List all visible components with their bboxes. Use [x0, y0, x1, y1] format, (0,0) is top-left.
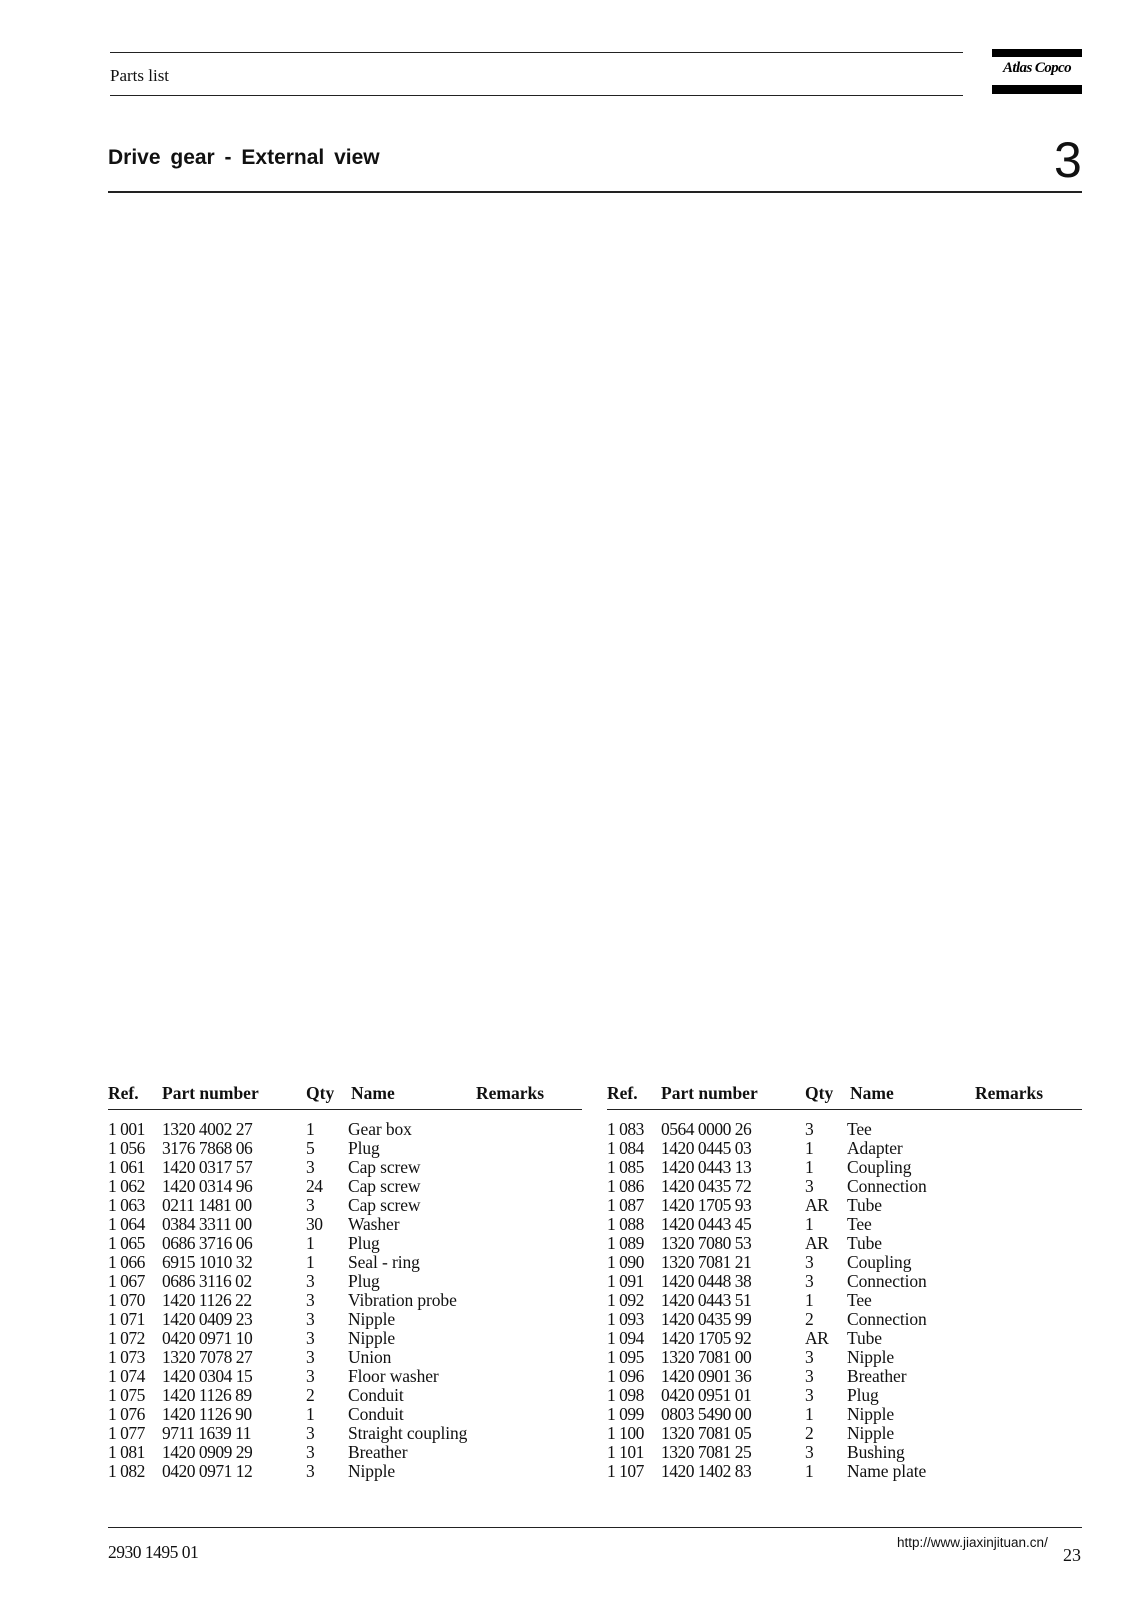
col-header-remarks: Remarks — [476, 1083, 545, 1103]
parts-table-left — [108, 1083, 583, 1483]
header-bottom-rule — [110, 95, 963, 96]
cell-ref: 1 095 — [607, 1347, 644, 1367]
cell-ref: 1 077 — [108, 1423, 145, 1443]
col-header-name: Name — [351, 1083, 395, 1103]
table-row — [607, 1214, 1082, 1233]
cell-name: Tube — [847, 1233, 882, 1253]
table-row — [607, 1347, 1082, 1366]
table-row — [108, 1176, 583, 1195]
table-row — [108, 1157, 583, 1176]
cell-part-number: 0211 1481 00 — [162, 1195, 252, 1215]
cell-name: Plug — [348, 1138, 380, 1158]
cell-part-number: 1420 0901 36 — [661, 1366, 752, 1386]
cell-part-number: 1320 7081 25 — [661, 1442, 752, 1462]
table-row — [108, 1138, 583, 1157]
cell-qty: 3 — [306, 1366, 315, 1386]
cell-part-number: 1420 0445 03 — [661, 1138, 752, 1158]
cell-ref: 1 067 — [108, 1271, 145, 1291]
cell-name: Connection — [847, 1309, 927, 1329]
cell-ref: 1 086 — [607, 1176, 644, 1196]
cell-qty: 3 — [306, 1195, 315, 1215]
cell-name: Nipple — [348, 1309, 396, 1329]
table-row — [108, 1233, 583, 1252]
table-row — [108, 1385, 583, 1404]
table-header-rule — [607, 1109, 1082, 1110]
cell-qty: 3 — [306, 1347, 315, 1367]
cell-ref: 1 098 — [607, 1385, 644, 1405]
cell-part-number: 0420 0951 01 — [661, 1385, 752, 1405]
cell-qty: 5 — [306, 1138, 315, 1158]
table-row — [108, 1252, 583, 1271]
cell-name: Coupling — [847, 1157, 912, 1177]
cell-part-number: 9711 1639 11 — [162, 1423, 251, 1443]
cell-part-number: 0686 3116 02 — [162, 1271, 252, 1291]
cell-part-number: 1420 1402 83 — [661, 1461, 752, 1481]
table-row — [607, 1423, 1082, 1442]
table-row — [607, 1119, 1082, 1138]
cell-name: Adapter — [847, 1138, 903, 1158]
cell-part-number: 1320 7081 05 — [661, 1423, 752, 1443]
cell-qty: 2 — [805, 1309, 814, 1329]
cell-name: Breather — [847, 1366, 907, 1386]
col-header-part-number: Part number — [661, 1083, 758, 1103]
cell-part-number: 1320 7078 27 — [162, 1347, 253, 1367]
table-header-rule — [108, 1109, 582, 1110]
title-rule — [108, 191, 1082, 193]
table-row — [108, 1328, 583, 1347]
cell-name: Straight coupling — [348, 1423, 468, 1443]
cell-ref: 1 094 — [607, 1328, 644, 1348]
parts-table-right — [607, 1083, 1082, 1483]
cell-ref: 1 092 — [607, 1290, 644, 1310]
cell-part-number: 0564 0000 26 — [661, 1119, 752, 1139]
cell-part-number: 0420 0971 10 — [162, 1328, 253, 1348]
cell-part-number: 1420 0304 15 — [162, 1366, 253, 1386]
cell-qty: 3 — [805, 1176, 814, 1196]
cell-qty: 24 — [306, 1176, 323, 1196]
cell-qty: 3 — [805, 1385, 814, 1405]
cell-qty: 1 — [306, 1233, 315, 1253]
table-row — [108, 1271, 583, 1290]
cell-qty: 30 — [306, 1214, 323, 1234]
cell-qty: 2 — [306, 1385, 315, 1405]
cell-part-number: 1420 0409 23 — [162, 1309, 253, 1329]
cell-name: Bushing — [847, 1442, 905, 1462]
cell-qty: 1 — [306, 1252, 315, 1272]
cell-name: Union — [348, 1347, 392, 1367]
cell-ref: 1 061 — [108, 1157, 145, 1177]
cell-ref: 1 070 — [108, 1290, 145, 1310]
cell-qty: 1 — [805, 1214, 814, 1234]
cell-ref: 1 101 — [607, 1442, 644, 1462]
cell-part-number: 1420 0909 29 — [162, 1442, 253, 1462]
cell-name: Connection — [847, 1176, 927, 1196]
cell-name: Name plate — [847, 1461, 927, 1481]
cell-ref: 1 085 — [607, 1157, 644, 1177]
cell-ref: 1 093 — [607, 1309, 644, 1329]
cell-part-number: 1420 1126 22 — [162, 1290, 252, 1310]
cell-qty: AR — [805, 1233, 829, 1253]
cell-ref: 1 088 — [607, 1214, 644, 1234]
cell-part-number: 0803 5490 00 — [661, 1404, 752, 1424]
cell-part-number: 1420 0443 45 — [661, 1214, 752, 1234]
cell-qty: 3 — [306, 1309, 315, 1329]
table-row — [108, 1423, 583, 1442]
col-header-qty: Qty — [805, 1083, 834, 1103]
document-number: 2930 1495 01 — [108, 1542, 199, 1562]
cell-ref: 1 062 — [108, 1176, 145, 1196]
cell-part-number: 1420 1126 89 — [162, 1385, 252, 1405]
cell-name: Tee — [847, 1214, 872, 1234]
cell-qty: 3 — [805, 1366, 814, 1386]
cell-qty: 3 — [306, 1423, 315, 1443]
footer-rule — [108, 1527, 1082, 1528]
table-row — [607, 1195, 1082, 1214]
cell-ref: 1 063 — [108, 1195, 145, 1215]
cell-name: Connection — [847, 1271, 927, 1291]
cell-name: Tee — [847, 1290, 872, 1310]
logo-wordmark: Atlas Copco — [1003, 60, 1071, 76]
col-header-remarks: Remarks — [975, 1083, 1044, 1103]
cell-qty: 1 — [805, 1138, 814, 1158]
col-header-ref: Ref. — [607, 1083, 638, 1103]
cell-name: Nipple — [348, 1461, 396, 1481]
col-header-ref: Ref. — [108, 1083, 139, 1103]
cell-ref: 1 064 — [108, 1214, 145, 1234]
table-row — [607, 1290, 1082, 1309]
cell-qty: 1 — [805, 1461, 814, 1481]
cell-name: Washer — [348, 1214, 400, 1234]
cell-part-number: 1320 7081 21 — [661, 1252, 752, 1272]
col-header-qty: Qty — [306, 1083, 335, 1103]
cell-qty: 2 — [805, 1423, 814, 1443]
cell-name: Plug — [847, 1385, 879, 1405]
cell-part-number: 1420 1705 92 — [661, 1328, 752, 1348]
cell-part-number: 1420 0314 96 — [162, 1176, 253, 1196]
cell-name: Cap screw — [348, 1157, 421, 1177]
cell-ref: 1 073 — [108, 1347, 145, 1367]
cell-qty: 3 — [306, 1271, 315, 1291]
cell-ref: 1 074 — [108, 1366, 145, 1386]
cell-part-number: 0686 3716 06 — [162, 1233, 253, 1253]
table-row — [108, 1214, 583, 1233]
header-top-rule — [110, 52, 963, 53]
cell-ref: 1 076 — [108, 1404, 145, 1424]
cell-qty: 3 — [805, 1252, 814, 1272]
cell-ref: 1 065 — [108, 1233, 145, 1253]
cell-qty: 3 — [306, 1290, 315, 1310]
cell-ref: 1 089 — [607, 1233, 644, 1253]
table-row — [108, 1347, 583, 1366]
cell-part-number: 3176 7868 06 — [162, 1138, 253, 1158]
table-row — [607, 1176, 1082, 1195]
cell-qty: 1 — [306, 1119, 315, 1139]
running-head: Parts list — [110, 66, 170, 85]
cell-qty: 3 — [306, 1328, 315, 1348]
cell-name: Tee — [847, 1119, 872, 1139]
cell-qty: 3 — [306, 1461, 315, 1481]
cell-part-number: 1420 1126 90 — [162, 1404, 252, 1424]
cell-part-number: 6915 1010 32 — [162, 1252, 253, 1272]
cell-part-number: 1320 4002 27 — [162, 1119, 253, 1139]
cell-ref: 1 091 — [607, 1271, 644, 1291]
cell-ref: 1 082 — [108, 1461, 145, 1481]
cell-name: Gear box — [348, 1119, 412, 1139]
cell-ref: 1 087 — [607, 1195, 644, 1215]
cell-name: Conduit — [348, 1404, 404, 1424]
cell-ref: 1 100 — [607, 1423, 644, 1443]
table-row — [607, 1309, 1082, 1328]
cell-ref: 1 071 — [108, 1309, 145, 1329]
table-row — [108, 1442, 583, 1461]
cell-ref: 1 075 — [108, 1385, 145, 1405]
cell-qty: 3 — [306, 1157, 315, 1177]
cell-name: Coupling — [847, 1252, 912, 1272]
atlas-copco-logo — [992, 49, 1082, 94]
cell-part-number: 0420 0971 12 — [162, 1461, 253, 1481]
cell-name: Nipple — [847, 1404, 895, 1424]
cell-name: Conduit — [348, 1385, 404, 1405]
cell-part-number: 1420 0443 51 — [661, 1290, 752, 1310]
cell-qty: AR — [805, 1328, 829, 1348]
cell-ref: 1 096 — [607, 1366, 644, 1386]
table-row — [607, 1461, 1082, 1480]
table-row — [607, 1252, 1082, 1271]
cell-qty: 1 — [805, 1290, 814, 1310]
cell-ref: 1 084 — [607, 1138, 644, 1158]
cell-part-number: 1420 0443 13 — [661, 1157, 752, 1177]
cell-name: Breather — [348, 1442, 408, 1462]
table-row — [108, 1404, 583, 1423]
cell-name: Vibration probe — [348, 1290, 457, 1310]
table-row — [607, 1442, 1082, 1461]
table-row — [607, 1138, 1082, 1157]
cell-qty: AR — [805, 1195, 829, 1215]
cell-qty: 1 — [306, 1404, 315, 1424]
cell-part-number: 1320 7080 53 — [661, 1233, 752, 1253]
table-row — [108, 1461, 583, 1480]
section-number: 3 — [1054, 132, 1082, 188]
table-row — [607, 1385, 1082, 1404]
cell-name: Cap screw — [348, 1176, 421, 1196]
page-title: Drive gear - External view — [108, 146, 380, 169]
cell-ref: 1 083 — [607, 1119, 644, 1139]
cell-ref: 1 001 — [108, 1119, 145, 1139]
cell-ref: 1 099 — [607, 1404, 644, 1424]
cell-ref: 1 066 — [108, 1252, 145, 1272]
cell-name: Tube — [847, 1328, 882, 1348]
col-header-part-number: Part number — [162, 1083, 259, 1103]
cell-ref: 1 056 — [108, 1138, 145, 1158]
cell-qty: 3 — [805, 1442, 814, 1462]
table-row — [108, 1195, 583, 1214]
table-row — [607, 1157, 1082, 1176]
table-row — [607, 1271, 1082, 1290]
table-row — [108, 1366, 583, 1385]
cell-part-number: 1420 0317 57 — [162, 1157, 253, 1177]
cell-name: Cap screw — [348, 1195, 421, 1215]
cell-part-number: 1420 0448 38 — [661, 1271, 752, 1291]
table-row — [108, 1290, 583, 1309]
cell-ref: 1 090 — [607, 1252, 644, 1272]
source-url: http://www.jiaxinjituan.cn/ — [897, 1535, 1048, 1550]
cell-qty: 3 — [805, 1347, 814, 1367]
cell-ref: 1 072 — [108, 1328, 145, 1348]
cell-name: Floor washer — [348, 1366, 439, 1386]
table-row — [607, 1328, 1082, 1347]
cell-ref: 1 107 — [607, 1461, 644, 1481]
cell-qty: 3 — [805, 1271, 814, 1291]
cell-name: Nipple — [348, 1328, 396, 1348]
cell-qty: 3 — [306, 1442, 315, 1462]
cell-part-number: 1420 0435 72 — [661, 1176, 752, 1196]
page-number: 23 — [1063, 1545, 1081, 1565]
table-row — [108, 1119, 583, 1138]
cell-name: Plug — [348, 1233, 380, 1253]
cell-name: Tube — [847, 1195, 882, 1215]
table-row — [607, 1366, 1082, 1385]
cell-qty: 3 — [805, 1119, 814, 1139]
cell-qty: 1 — [805, 1404, 814, 1424]
cell-part-number: 1420 1705 93 — [661, 1195, 752, 1215]
cell-qty: 1 — [805, 1157, 814, 1177]
cell-part-number: 1420 0435 99 — [661, 1309, 752, 1329]
table-row — [108, 1309, 583, 1328]
col-header-name: Name — [850, 1083, 894, 1103]
cell-part-number: 0384 3311 00 — [162, 1214, 252, 1234]
cell-name: Seal - ring — [348, 1252, 420, 1272]
cell-part-number: 1320 7081 00 — [661, 1347, 752, 1367]
cell-name: Plug — [348, 1271, 380, 1291]
cell-ref: 1 081 — [108, 1442, 145, 1462]
cell-name: Nipple — [847, 1347, 895, 1367]
table-row — [607, 1404, 1082, 1423]
table-row — [607, 1233, 1082, 1252]
cell-name: Nipple — [847, 1423, 895, 1443]
